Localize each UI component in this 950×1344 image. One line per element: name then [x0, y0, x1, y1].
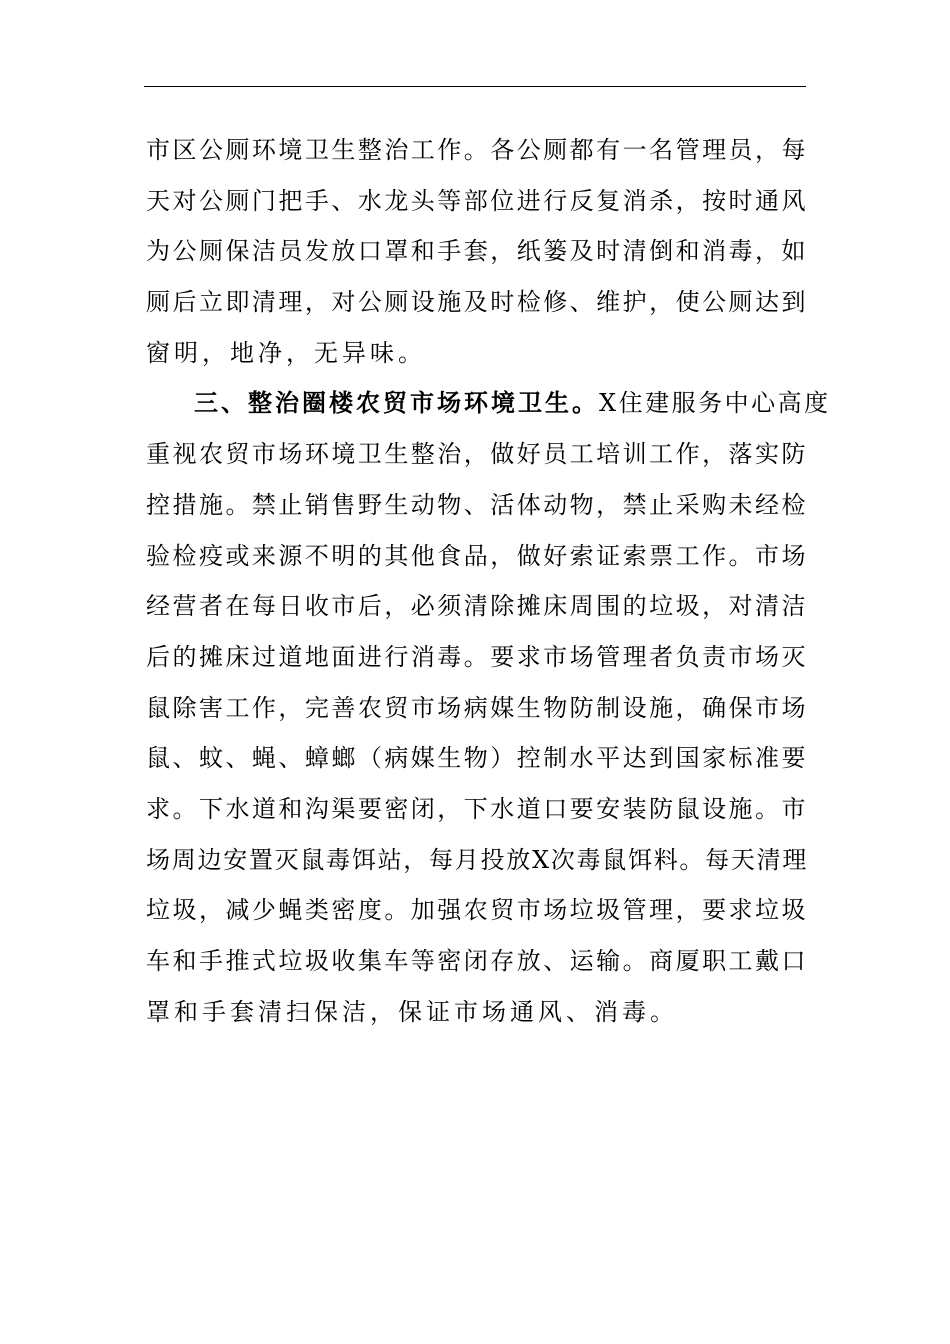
text-line: 鼠除害工作，完善农贸市场病媒生物防制设施，确保市场 [146, 693, 808, 722]
text-line: 控措施。禁止销售野生动物、活体动物，禁止采购未经检 [146, 490, 808, 519]
text-line: 市区公厕环境卫生整治工作。各公厕都有一名管理员，每 [146, 136, 808, 164]
text-line: 天对公厕门把手、水龙头等部位进行反复消杀，按时通风 [146, 186, 808, 215]
section-3-first-line [146, 378, 831, 429]
section-3-heading: 三、整治圈楼农贸市场环境卫生。 [194, 388, 599, 418]
text-line: 场周边安置灭鼠毒饵站，每月投放X次毒鼠饵料。每天清理 [146, 845, 809, 874]
text-line: 重视农贸市场环境卫生整治，做好员工培训工作，落实防 [146, 440, 808, 469]
text-line: 验检疫或来源不明的其他食品，做好索证索票工作。市场 [146, 541, 808, 570]
text-line: 窗明，地净，无异味。 [146, 338, 426, 367]
text-line: 鼠、蚊、蝇、蟑螂（病媒生物）控制水平达到国家标准要 [146, 744, 808, 773]
page-body [146, 125, 831, 1037]
section-3-first-line-text: X住建服务中心高度 [599, 389, 831, 418]
text-line: 垃圾，减少蝇类密度。加强农贸市场垃圾管理，要求垃圾 [146, 896, 808, 925]
text-line: 求。下水道和沟渠要密闭，下水道口要安装防鼠设施。市 [146, 794, 808, 823]
text-line: 经营者在每日收市后，必须清除摊床周围的垃圾，对清洁 [146, 592, 808, 621]
text-line: 罩和手套清扫保洁，保证市场通风、消毒。 [146, 997, 678, 1026]
text-line: 车和手推式垃圾收集车等密闭存放、运输。商厦职工戴口 [146, 947, 808, 975]
text-line: 厕后立即清理，对公厕设施及时检修、维护，使公厕达到 [146, 288, 808, 317]
paragraph-public-toilets [146, 125, 808, 378]
header-rule [144, 86, 806, 87]
text-line: 后的摊床过道地面进行消毒。要求市场管理者负责市场灭 [146, 642, 808, 671]
paragraph-section-3 [146, 378, 831, 1037]
text-line: 为公厕保洁员发放口罩和手套，纸篓及时清倒和消毒，如 [146, 237, 808, 266]
